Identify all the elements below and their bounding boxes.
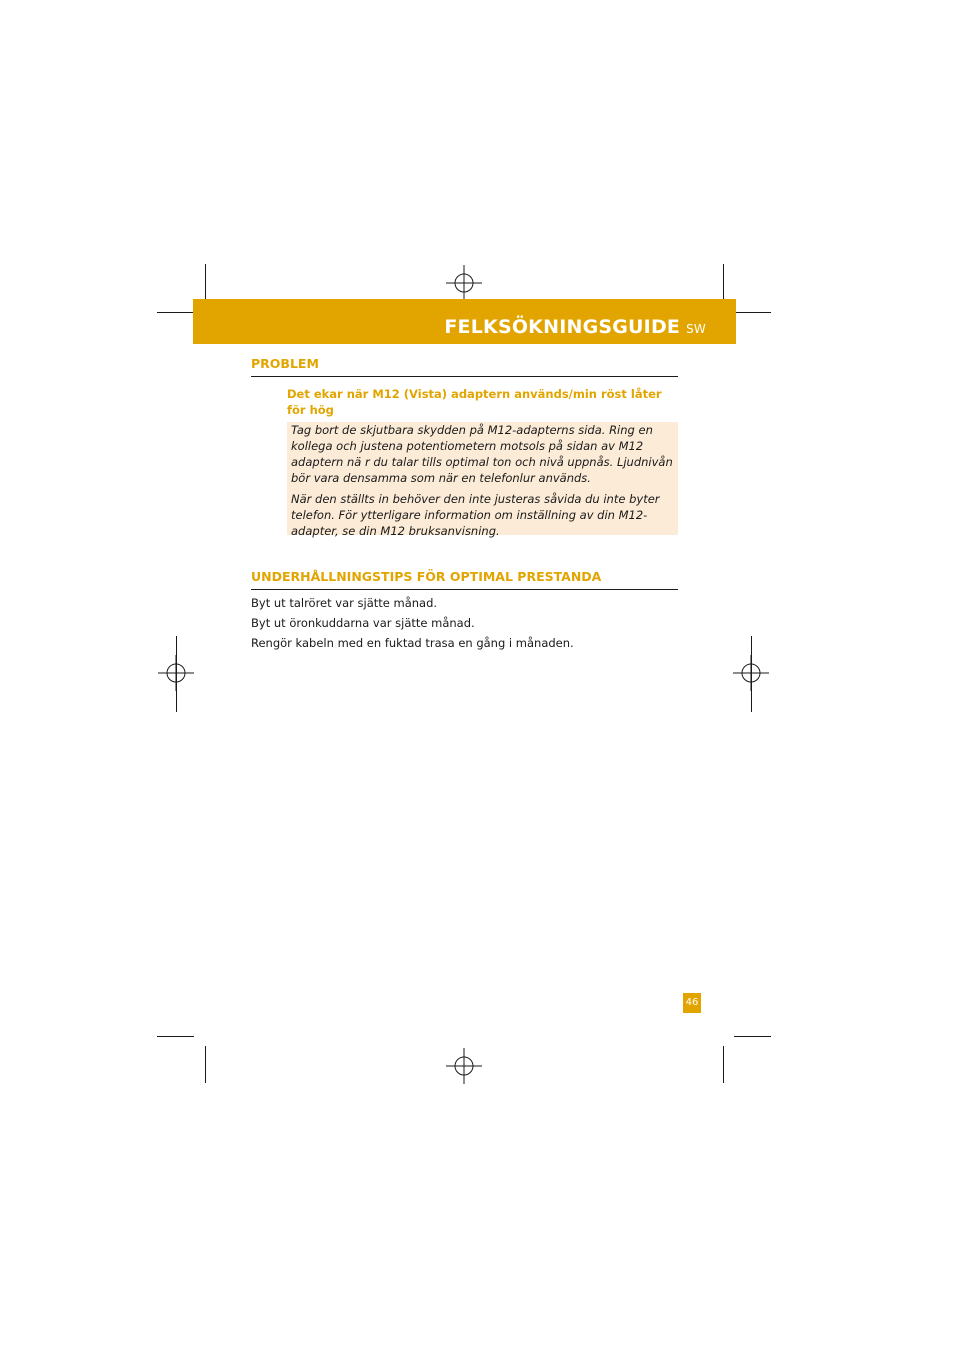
registration-mark-icon — [446, 265, 482, 301]
crop-mark — [205, 264, 206, 301]
maintenance-heading: UNDERHÅLLNINGSTIPS FÖR OPTIMAL PRESTANDA — [251, 569, 678, 590]
maintenance-tip: Byt ut öronkuddarna var sjätte månad. — [251, 616, 475, 630]
solution-paragraph: Tag bort de skjutbara skydden på M12-adapterns sida. Ring en kollega och justena potentiometern motsols på sidan av M12 adaptern nä r du talar tills optimal ton och nivå uppnås. Ljudnivån bör vara densamma som när en telefonlur används. — [291, 423, 673, 485]
crop-mark — [157, 312, 194, 313]
language-code: SW — [686, 322, 706, 336]
registration-mark-icon — [446, 1048, 482, 1084]
maintenance-tip: Byt ut talröret var sjätte månad. — [251, 596, 438, 610]
header-band — [193, 299, 736, 344]
page-title-text: FELKSÖKNINGSGUIDE — [444, 316, 681, 338]
crop-mark — [734, 312, 771, 313]
crop-mark — [205, 1046, 206, 1083]
solution-paragraph: När den ställts in behöver den inte justeras såvida du inte byter telefon. För ytterligare information om inställning av din M12-adapter, se din M12 bruksanvisning. — [291, 492, 660, 538]
page-title — [444, 316, 706, 338]
crop-mark — [157, 1036, 194, 1037]
maintenance-tip: Rengör kabeln med en fuktad trasa en gång i månaden. — [251, 636, 574, 650]
crop-mark — [723, 1046, 724, 1083]
problem-title: Det ekar när M12 (Vista) adaptern används/min röst låter för hög — [287, 387, 662, 417]
crop-mark — [734, 1036, 771, 1037]
crop-mark — [723, 264, 724, 301]
crop-mark — [751, 636, 752, 712]
problem-solution-box — [287, 422, 678, 538]
problem-heading: PROBLEM — [251, 356, 678, 377]
page-number: 46 — [683, 993, 701, 1013]
crop-mark — [176, 636, 177, 712]
